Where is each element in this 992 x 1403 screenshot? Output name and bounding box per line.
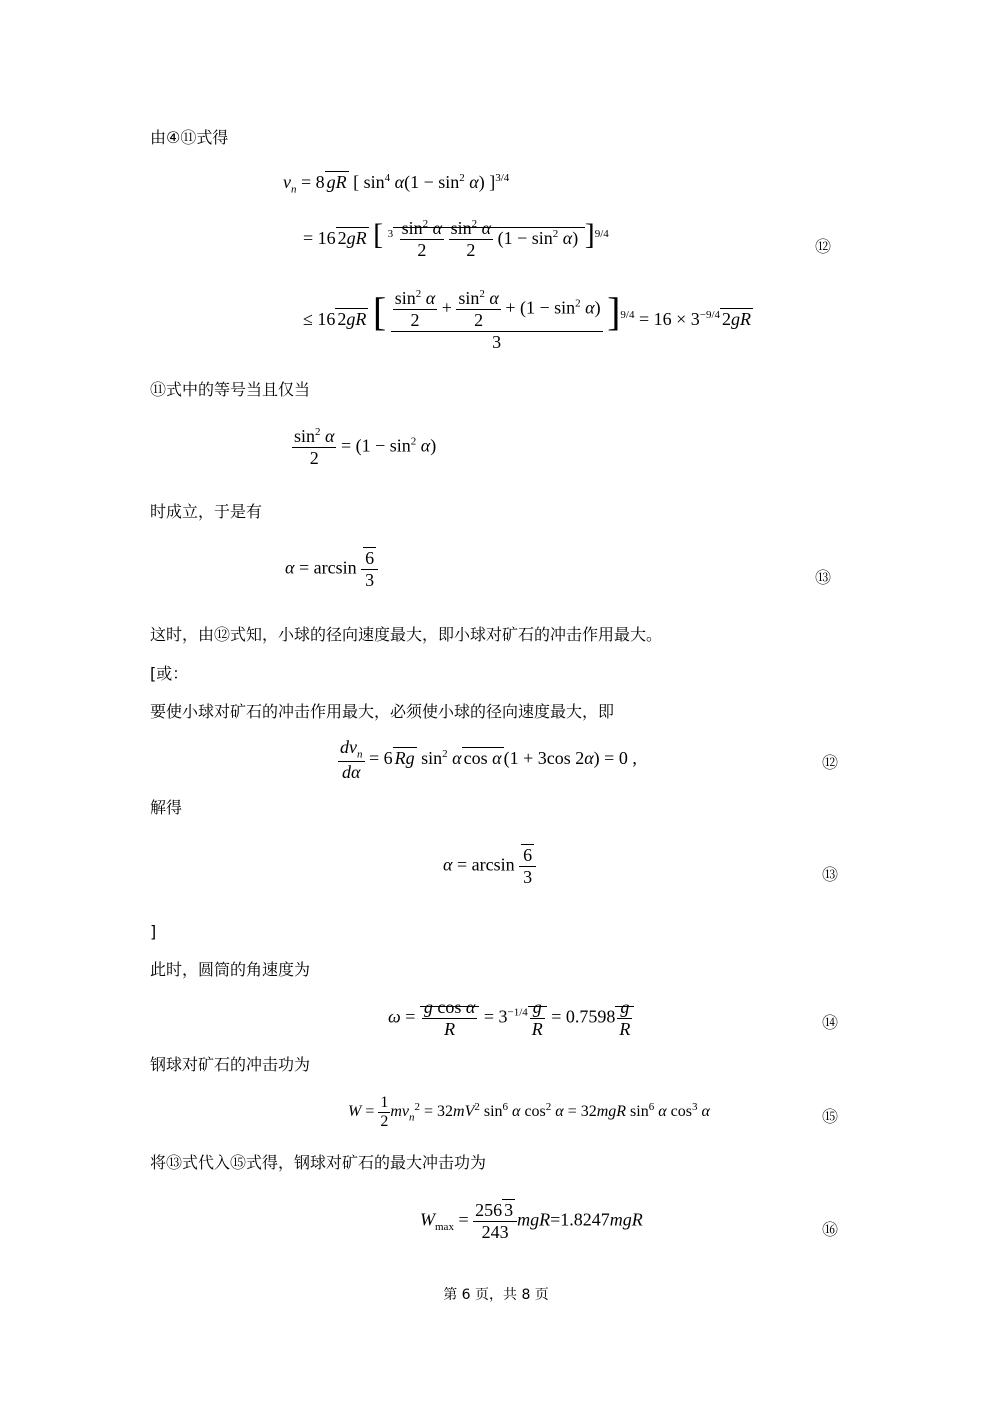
equation-number-16: ⑯ (822, 1222, 839, 1239)
equation-vn-line1: $v_n = 8$ gR [ $\sin^4 \alpha(1 - \sin^2 \alpha)$ ]$^{3/4}$ (283, 172, 510, 196)
equation-number-12b: ⑫ (822, 755, 839, 772)
text-line-11: 将⑬式代入⑮式得，钢球对矿石的最大冲击功为 (150, 1153, 487, 1172)
equation-number-13b: ⑬ (822, 867, 839, 884)
equation-number-13: ⑬ (815, 570, 832, 587)
equation-work: W = $\frac{1}{2}$ $mv_n^2 = 32mV^2$ $\sin^6 \alpha$ $\cos^2 \alpha = 32mgR$ $\sin^6 \alpha$ $\cos^3 \alpha$ (348, 1094, 710, 1130)
equation-omega: ω = $\frac{\text{g cos α}}{R}$ = $3^{-1/4}$ $\frac{g}{R}$ = 0.7598 $\frac{g}{R}$ (388, 997, 634, 1040)
text-line-1: 由④⑪式得 (150, 128, 229, 147)
wmax-coefficient: 1.8247 (560, 1209, 610, 1230)
equation-derivative: $\frac{dv_n}{d\alpha}$ = 6 Rg $\sin^2 \alpha$ cos α (1 + 3cos 2α) = 0 , (340, 737, 637, 782)
text-line-2: ⑪式中的等号当且仅当 (150, 380, 311, 399)
text-line-3: 时成立，于是有 (150, 502, 263, 521)
equation-alpha-1: α = arcsin $\frac{6}{3}$ (285, 548, 378, 591)
equation-wmax: $W_{max}$ = $\frac{256 3}{243}$ mgR=1.8247mgR (420, 1200, 643, 1242)
text-line-7: 解得 (150, 798, 183, 817)
text-line-5: [或： (150, 664, 189, 683)
text-line-8: ] (150, 922, 157, 941)
text-line-9: 此时，圆筒的角速度为 (150, 960, 311, 979)
text-line-10: 钢球对矿石的冲击功为 (150, 1055, 311, 1074)
text-line-4: 这时，由⑫式知，小球的径向速度最大，即小球对矿石的冲击作用最大。 (150, 625, 663, 644)
omega-coefficient: 0.7598 (565, 1006, 616, 1027)
equation-equality-condition: $\frac{\sin^2 \alpha}{2}$ = $(1 - \sin^2 \alpha)$ (294, 426, 437, 468)
equation-vn-line2: = 16 2gR [ $^3$ $\frac{\sin^2 \alpha}{2}$ $\frac{\sin^2 \alpha}{2}$ $(1 - \sin^2 \alpha)$ ]$^{9/4}$ (303, 218, 609, 261)
equation-alpha-2: α = arcsin $\frac{6}{3}$ (443, 845, 536, 888)
equation-number-14: ⑭ (822, 1015, 839, 1032)
equation-number-12: ⑫ (815, 239, 832, 256)
equation-vn-line3: ≤ 16 2gR [ $\frac{\sin^2 \alpha}{2}$ + $\frac{\sin^2 \alpha}{2}$ + $(1 - \sin^2 \alpha)$ 3 ]$^{9/4} = 16 \times 3^{-9/4}$ 2gR (303, 288, 752, 353)
page-footer: 第 6 页，共 8 页 (443, 1287, 549, 1303)
equation-number-15: ⑮ (822, 1109, 839, 1126)
text-line-6: 要使小球对矿石的冲击作用最大，必须使小球的径向速度最大，即 (150, 702, 615, 721)
